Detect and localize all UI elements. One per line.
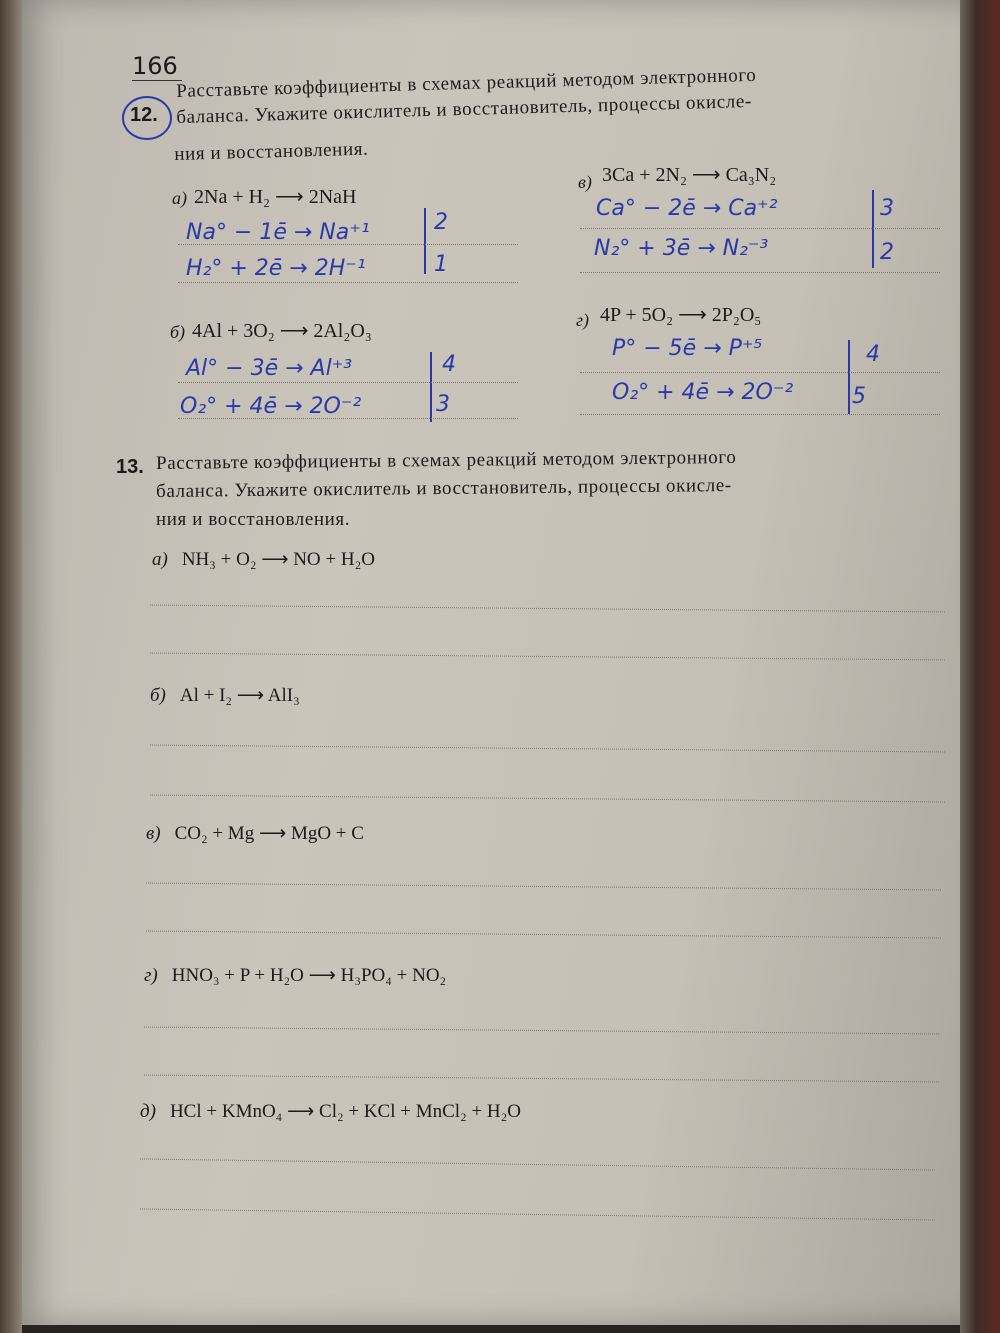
task12-b-equation: 4Al + 3O₂ ⟶ 2Al₂O₃ [192,320,372,342]
task12-b-hand1: Al° − 3ē → Al⁺³ [186,356,353,381]
task12-a-label: а) [172,188,187,208]
task12-v-bal1: 3 [880,196,894,221]
task13-item-d [140,1100,521,1123]
task12-b-rule2 [178,418,518,419]
task12-b-bal2: 3 [436,392,450,417]
task12-v-rule2 [580,272,940,273]
task12-v-hand2: N₂° + 3ē → N₂⁻³ [594,236,769,261]
task12-g-label: г) [576,310,590,330]
task12-a-bal-bar [424,208,426,274]
task12-v-label: в) [578,172,592,192]
task12-b-label: б) [170,322,186,342]
task12-a-rule1 [178,244,518,245]
task12-g-hand1: P° − 5ē → P⁺⁵ [612,336,763,361]
task12-g-rule1 [580,372,940,373]
task13-text-line2: баланса. Укажите окислитель и восстановитель, процессы окисле- [156,474,732,502]
task12-a-hand2: H₂° + 2ē → 2H⁻¹ [186,256,366,281]
task13-number: 13. [116,456,144,478]
book-spine-left [0,0,22,1333]
task12-text-line3: ния и восстановления. [174,138,369,165]
task12-b-bal1: 4 [442,352,456,377]
task13-item-b [150,684,300,707]
task12-v-equation: 3Ca + 2N₂ ⟶ Ca₃N₂ [602,164,777,186]
task13-item-label: а) [152,549,168,570]
task13-item-a [152,548,375,571]
task13-item-equation: HNO₃ + P + H₂O ⟶ H₃PO₄ + NO₂ [171,965,447,986]
task12-b-bal-bar [430,352,432,422]
book-edge-right [960,0,1000,1333]
task12-v-bal2: 2 [880,240,894,265]
task12-number: 12. [130,104,158,126]
page-number: 166 [132,52,182,81]
workbook-page [18,0,970,1325]
task12-text-line1: Расставьте коэффициенты в схемах реакций методом электронного [176,64,757,102]
task12-v-bal-bar [872,190,874,268]
task12-b-rule1 [178,382,518,383]
task12-g-equation: 4P + 5O₂ ⟶ 2P₂O₅ [600,304,762,326]
task13-item-equation: CO₂ + Mg ⟶ MgO + C [174,823,364,844]
task12-g-hand2: O₂° + 4ē → 2O⁻² [612,380,794,405]
task12-g-bal2: 5 [852,384,866,409]
task12-a-hand1: Na° − 1ē → Na⁺¹ [186,220,370,245]
task13-item-g [144,964,446,987]
task12-a-bal1: 2 [434,210,448,235]
task12-g-bal-bar [848,340,850,414]
task12-g-bal1: 4 [866,342,880,367]
task13-item-equation: HCl + KMnO₄ ⟶ Cl₂ + KCl + MnCl₂ + H₂O [169,1101,521,1122]
task12-a-bal2: 1 [434,252,448,277]
task13-item-label: б) [150,685,166,706]
task13-item-label: д) [140,1101,156,1122]
task12-a-equation: 2Na + H₂ ⟶ 2NaH [194,186,357,208]
task12-v-rule1 [580,228,940,229]
task13-item-equation: NH₃ + O₂ ⟶ NO + H₂O [181,549,375,570]
task13-text-line1: Расставьте коэффициенты в схемах реакций методом электронного [156,446,737,474]
task13-item-v [146,822,364,845]
task13-item-label: в) [146,823,161,844]
task12-v-hand1: Ca° − 2ē → Ca⁺² [596,196,778,221]
task12-g-rule2 [580,414,940,415]
task13-item-label: г) [144,965,158,986]
task12-b-hand2: O₂° + 4ē → 2O⁻² [180,394,362,419]
task13-text-line3: ния и восстановления. [156,509,351,530]
task12-a-rule2 [178,282,518,283]
task12-text-line2: баланса. Укажите окислитель и восстановитель, процессы окисле- [176,90,753,128]
task13-item-equation: Al + I₂ ⟶ AlI₃ [179,685,300,706]
